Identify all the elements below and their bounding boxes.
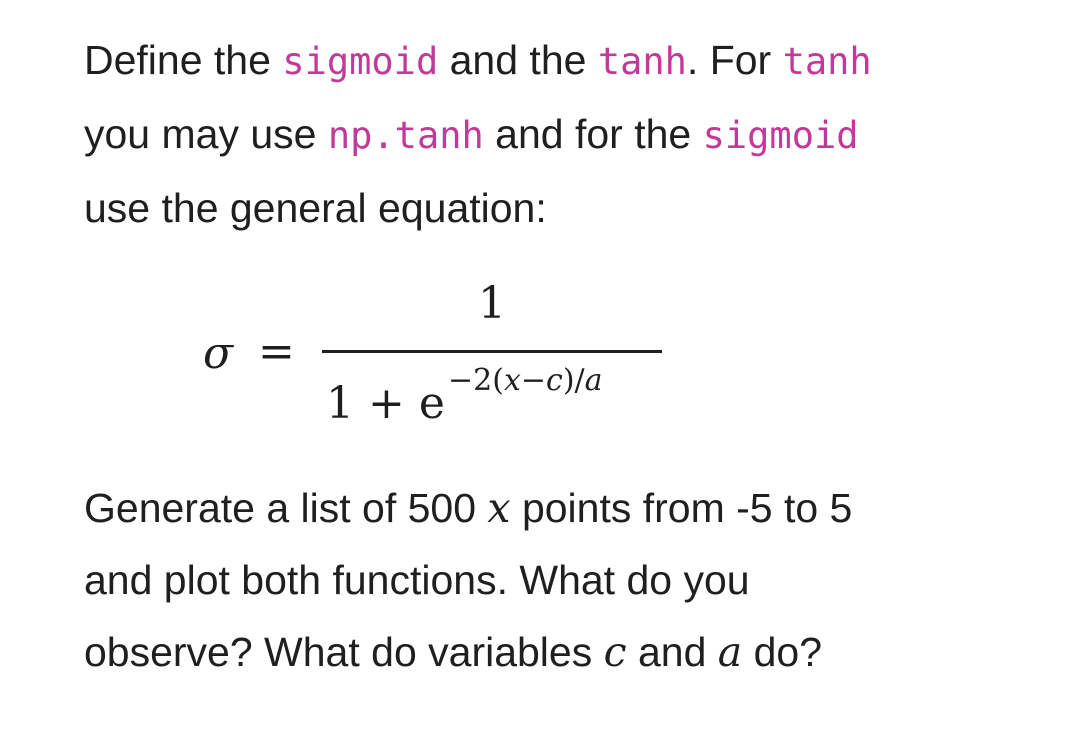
math-var-a: a bbox=[717, 628, 743, 676]
task-text: and plot both functions. What do you bbox=[84, 557, 750, 603]
intro-text: Define the bbox=[84, 37, 283, 83]
exponent-part: − bbox=[520, 363, 546, 398]
fraction-bar bbox=[322, 350, 662, 353]
task-text: Generate a list of 500 bbox=[84, 485, 488, 531]
equation-lhs: σ bbox=[203, 328, 234, 379]
exponent-part: )/ bbox=[562, 363, 585, 398]
task-text: points from -5 to 5 bbox=[510, 485, 853, 531]
task-paragraph bbox=[84, 472, 852, 688]
exponent-part: −2( bbox=[448, 363, 504, 398]
intro-text: you may use bbox=[84, 111, 328, 157]
equation-numerator: 1 bbox=[478, 278, 506, 329]
equation-exponent bbox=[448, 363, 603, 398]
task-text: and bbox=[626, 629, 718, 675]
code-tanh: tanh bbox=[782, 40, 872, 83]
task-text: observe? What do variables bbox=[84, 629, 604, 675]
intro-text: and the bbox=[438, 37, 598, 83]
code-tanh: tanh bbox=[597, 40, 687, 83]
intro-text: . For bbox=[686, 37, 783, 83]
math-var-x: x bbox=[487, 484, 511, 532]
task-text: do? bbox=[742, 629, 823, 675]
code-sigmoid: sigmoid bbox=[282, 40, 439, 83]
intro-text: and for the bbox=[483, 111, 703, 157]
math-var-c: c bbox=[603, 628, 627, 676]
intro-text: use the general equation: bbox=[84, 185, 547, 231]
equation-denominator: 1 + e bbox=[326, 378, 445, 429]
equation-equals: = bbox=[258, 326, 295, 377]
exponent-var-x: x bbox=[503, 363, 521, 398]
code-sigmoid: sigmoid bbox=[702, 114, 859, 157]
exponent-var-c: c bbox=[546, 363, 563, 398]
code-np-tanh: np.tanh bbox=[327, 114, 484, 157]
exponent-var-a: a bbox=[584, 363, 603, 398]
